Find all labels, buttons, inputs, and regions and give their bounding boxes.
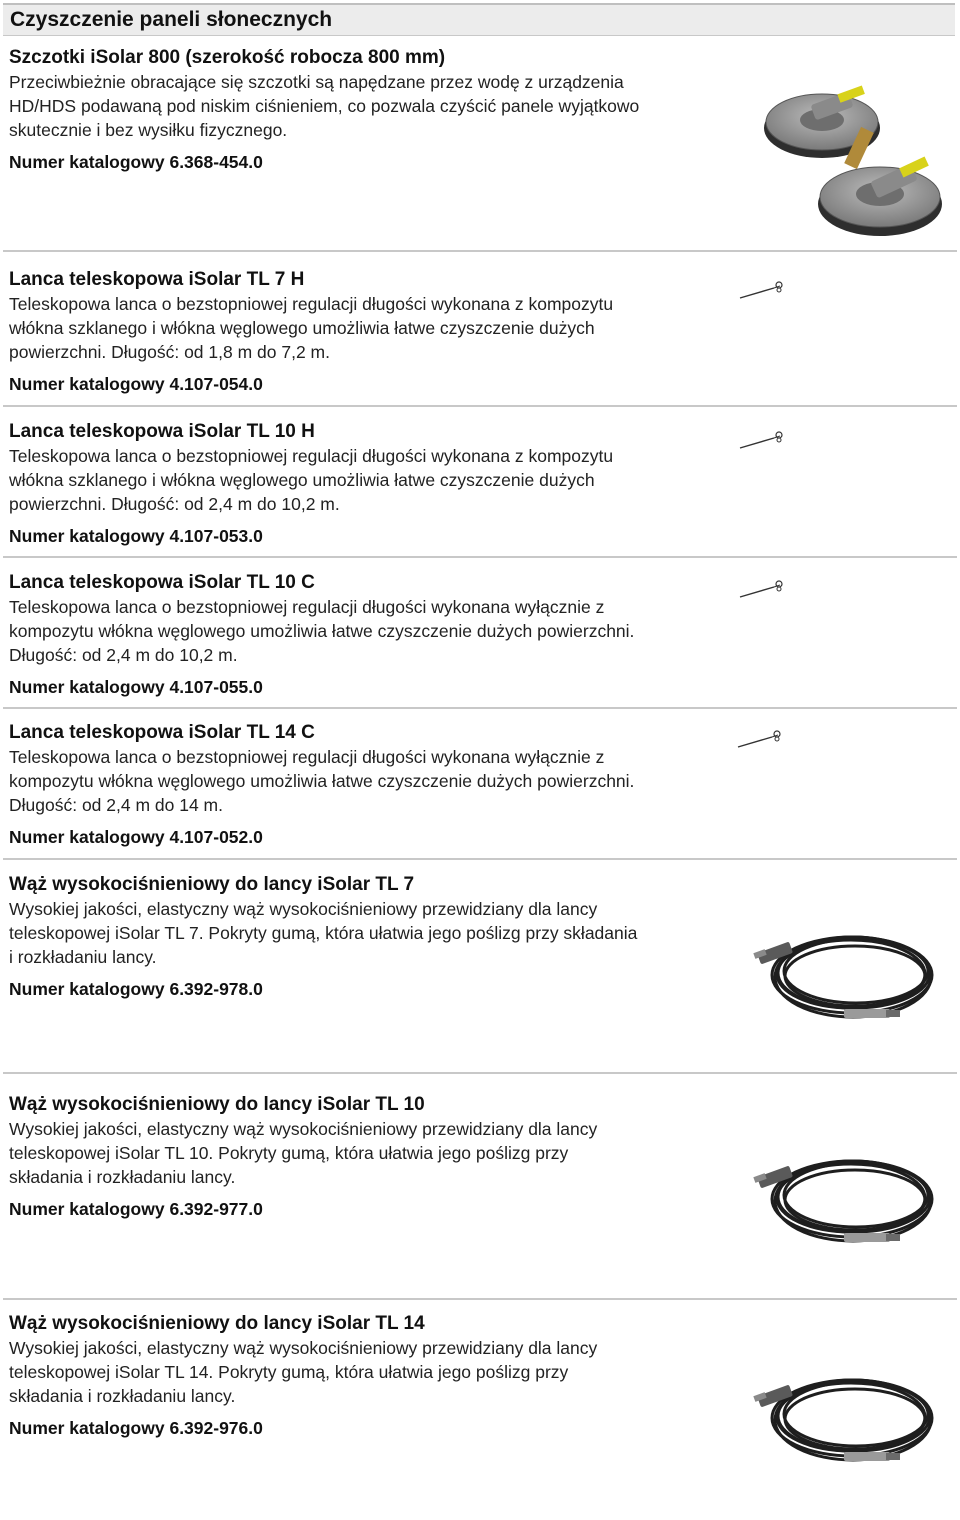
product-title: Lanca teleskopowa iSolar TL 10 C <box>9 572 315 593</box>
product-desc-line: Teleskopowa lanca o bezstopniowej regulacji długości wykonana z kompozytu <box>9 446 614 466</box>
product-desc-line: włókna szklanego i włókna węglowego umożliwia łatwe czyszczenie dużych <box>9 470 595 490</box>
divider <box>3 858 957 860</box>
product-desc-line: Teleskopowa lanca o bezstopniowej regulacji długości wykonana wyłącznie z <box>9 597 605 617</box>
product-title: Szczotki iSolar 800 (szerokość robocza 800 mm) <box>9 47 446 68</box>
product-desc-line: i rozkładaniu lancy. <box>9 947 157 967</box>
product-desc-line: teleskopowej iSolar TL 7. Pokryty gumą, która ułatwia jego poślizg przy składania <box>9 923 638 943</box>
product-catalog-number: Numer katalogowy 4.107-055.0 <box>9 677 263 697</box>
product-desc-line: kompozytu włókna węglowego umożliwia łatwe czyszczenie dużych powierzchni. <box>9 771 635 791</box>
product-title: Wąż wysokociśnieniowy do lancy iSolar TL 7 <box>9 874 415 895</box>
hose-coil-icon <box>752 1137 947 1252</box>
lance-icon <box>738 575 788 601</box>
product-title: Lanca teleskopowa iSolar TL 14 C <box>9 722 315 743</box>
product-catalog-number: Numer katalogowy 4.107-054.0 <box>9 374 263 394</box>
hose-coil-icon <box>752 1356 947 1471</box>
divider <box>3 250 957 252</box>
product-desc-line: teleskopowej iSolar TL 14. Pokryty gumą, która ułatwia jego poślizg przy <box>9 1362 569 1382</box>
product-desc-line: Wysokiej jakości, elastyczny wąż wysokociśnieniowy przewidziany dla lancy <box>9 1119 598 1139</box>
product-desc-line: powierzchni. Długość: od 2,4 m do 10,2 m. <box>9 494 340 514</box>
product-desc-line: włókna szklanego i włókna węglowego umożliwia łatwe czyszczenie dużych <box>9 318 595 338</box>
product-desc-line: składania i rozkładaniu lancy. <box>9 1386 236 1406</box>
hose-coil-icon <box>752 913 947 1028</box>
divider <box>3 707 957 709</box>
section-header <box>3 3 955 36</box>
product-desc-line: Długość: od 2,4 m do 14 m. <box>9 795 223 815</box>
product-catalog-number: Numer katalogowy 4.107-052.0 <box>9 827 263 847</box>
divider <box>3 556 957 558</box>
lance-icon <box>738 276 788 302</box>
divider <box>3 405 957 407</box>
product-desc-line: Wysokiej jakości, elastyczny wąż wysokociśnieniowy przewidziany dla lancy <box>9 1338 598 1358</box>
product-catalog-number: Numer katalogowy 6.368-454.0 <box>9 152 263 172</box>
product-catalog-number: Numer katalogowy 6.392-976.0 <box>9 1418 263 1438</box>
product-desc-line: Wysokiej jakości, elastyczny wąż wysokociśnieniowy przewidziany dla lancy <box>9 899 598 919</box>
product-desc-line: powierzchni. Długość: od 1,8 m do 7,2 m. <box>9 342 330 362</box>
product-title: Wąż wysokociśnieniowy do lancy iSolar TL 10 <box>9 1094 425 1115</box>
product-catalog-number: Numer katalogowy 4.107-053.0 <box>9 526 263 546</box>
brush-heads-icon <box>760 76 950 246</box>
product-desc-line: kompozytu włókna węglowego umożliwia łatwe czyszczenie dużych powierzchni. <box>9 621 635 641</box>
product-desc-line: teleskopowej iSolar TL 10. Pokryty gumą, która ułatwia jego poślizg przy <box>9 1143 569 1163</box>
product-title: Lanca teleskopowa iSolar TL 10 H <box>9 421 315 442</box>
product-desc-line: Teleskopowa lanca o bezstopniowej regulacji długości wykonana z kompozytu <box>9 294 614 314</box>
product-title: Wąż wysokociśnieniowy do lancy iSolar TL 14 <box>9 1313 425 1334</box>
product-desc-line: HD/HDS podawaną pod niskim ciśnieniem, co pozwala czyścić panele wyjątkowo <box>9 96 640 116</box>
product-title: Lanca teleskopowa iSolar TL 7 H <box>9 269 305 290</box>
lance-icon <box>736 725 786 751</box>
product-desc-line: Przeciwbieżnie obracające się szczotki są napędzane przez wodę z urządzenia <box>9 72 624 92</box>
product-catalog-number: Numer katalogowy 6.392-978.0 <box>9 979 263 999</box>
product-catalog-number: Numer katalogowy 6.392-977.0 <box>9 1199 263 1219</box>
section-title: Czyszczenie paneli słonecznych <box>10 8 333 31</box>
product-desc-line: składania i rozkładaniu lancy. <box>9 1167 236 1187</box>
divider <box>3 1298 957 1300</box>
product-desc-line: Długość: od 2,4 m do 10,2 m. <box>9 645 238 665</box>
product-desc-line: skutecznie i bez wysiłku fizycznego. <box>9 120 288 140</box>
product-desc-line: Teleskopowa lanca o bezstopniowej regulacji długości wykonana wyłącznie z <box>9 747 605 767</box>
lance-icon <box>738 426 788 452</box>
divider <box>3 1072 957 1074</box>
